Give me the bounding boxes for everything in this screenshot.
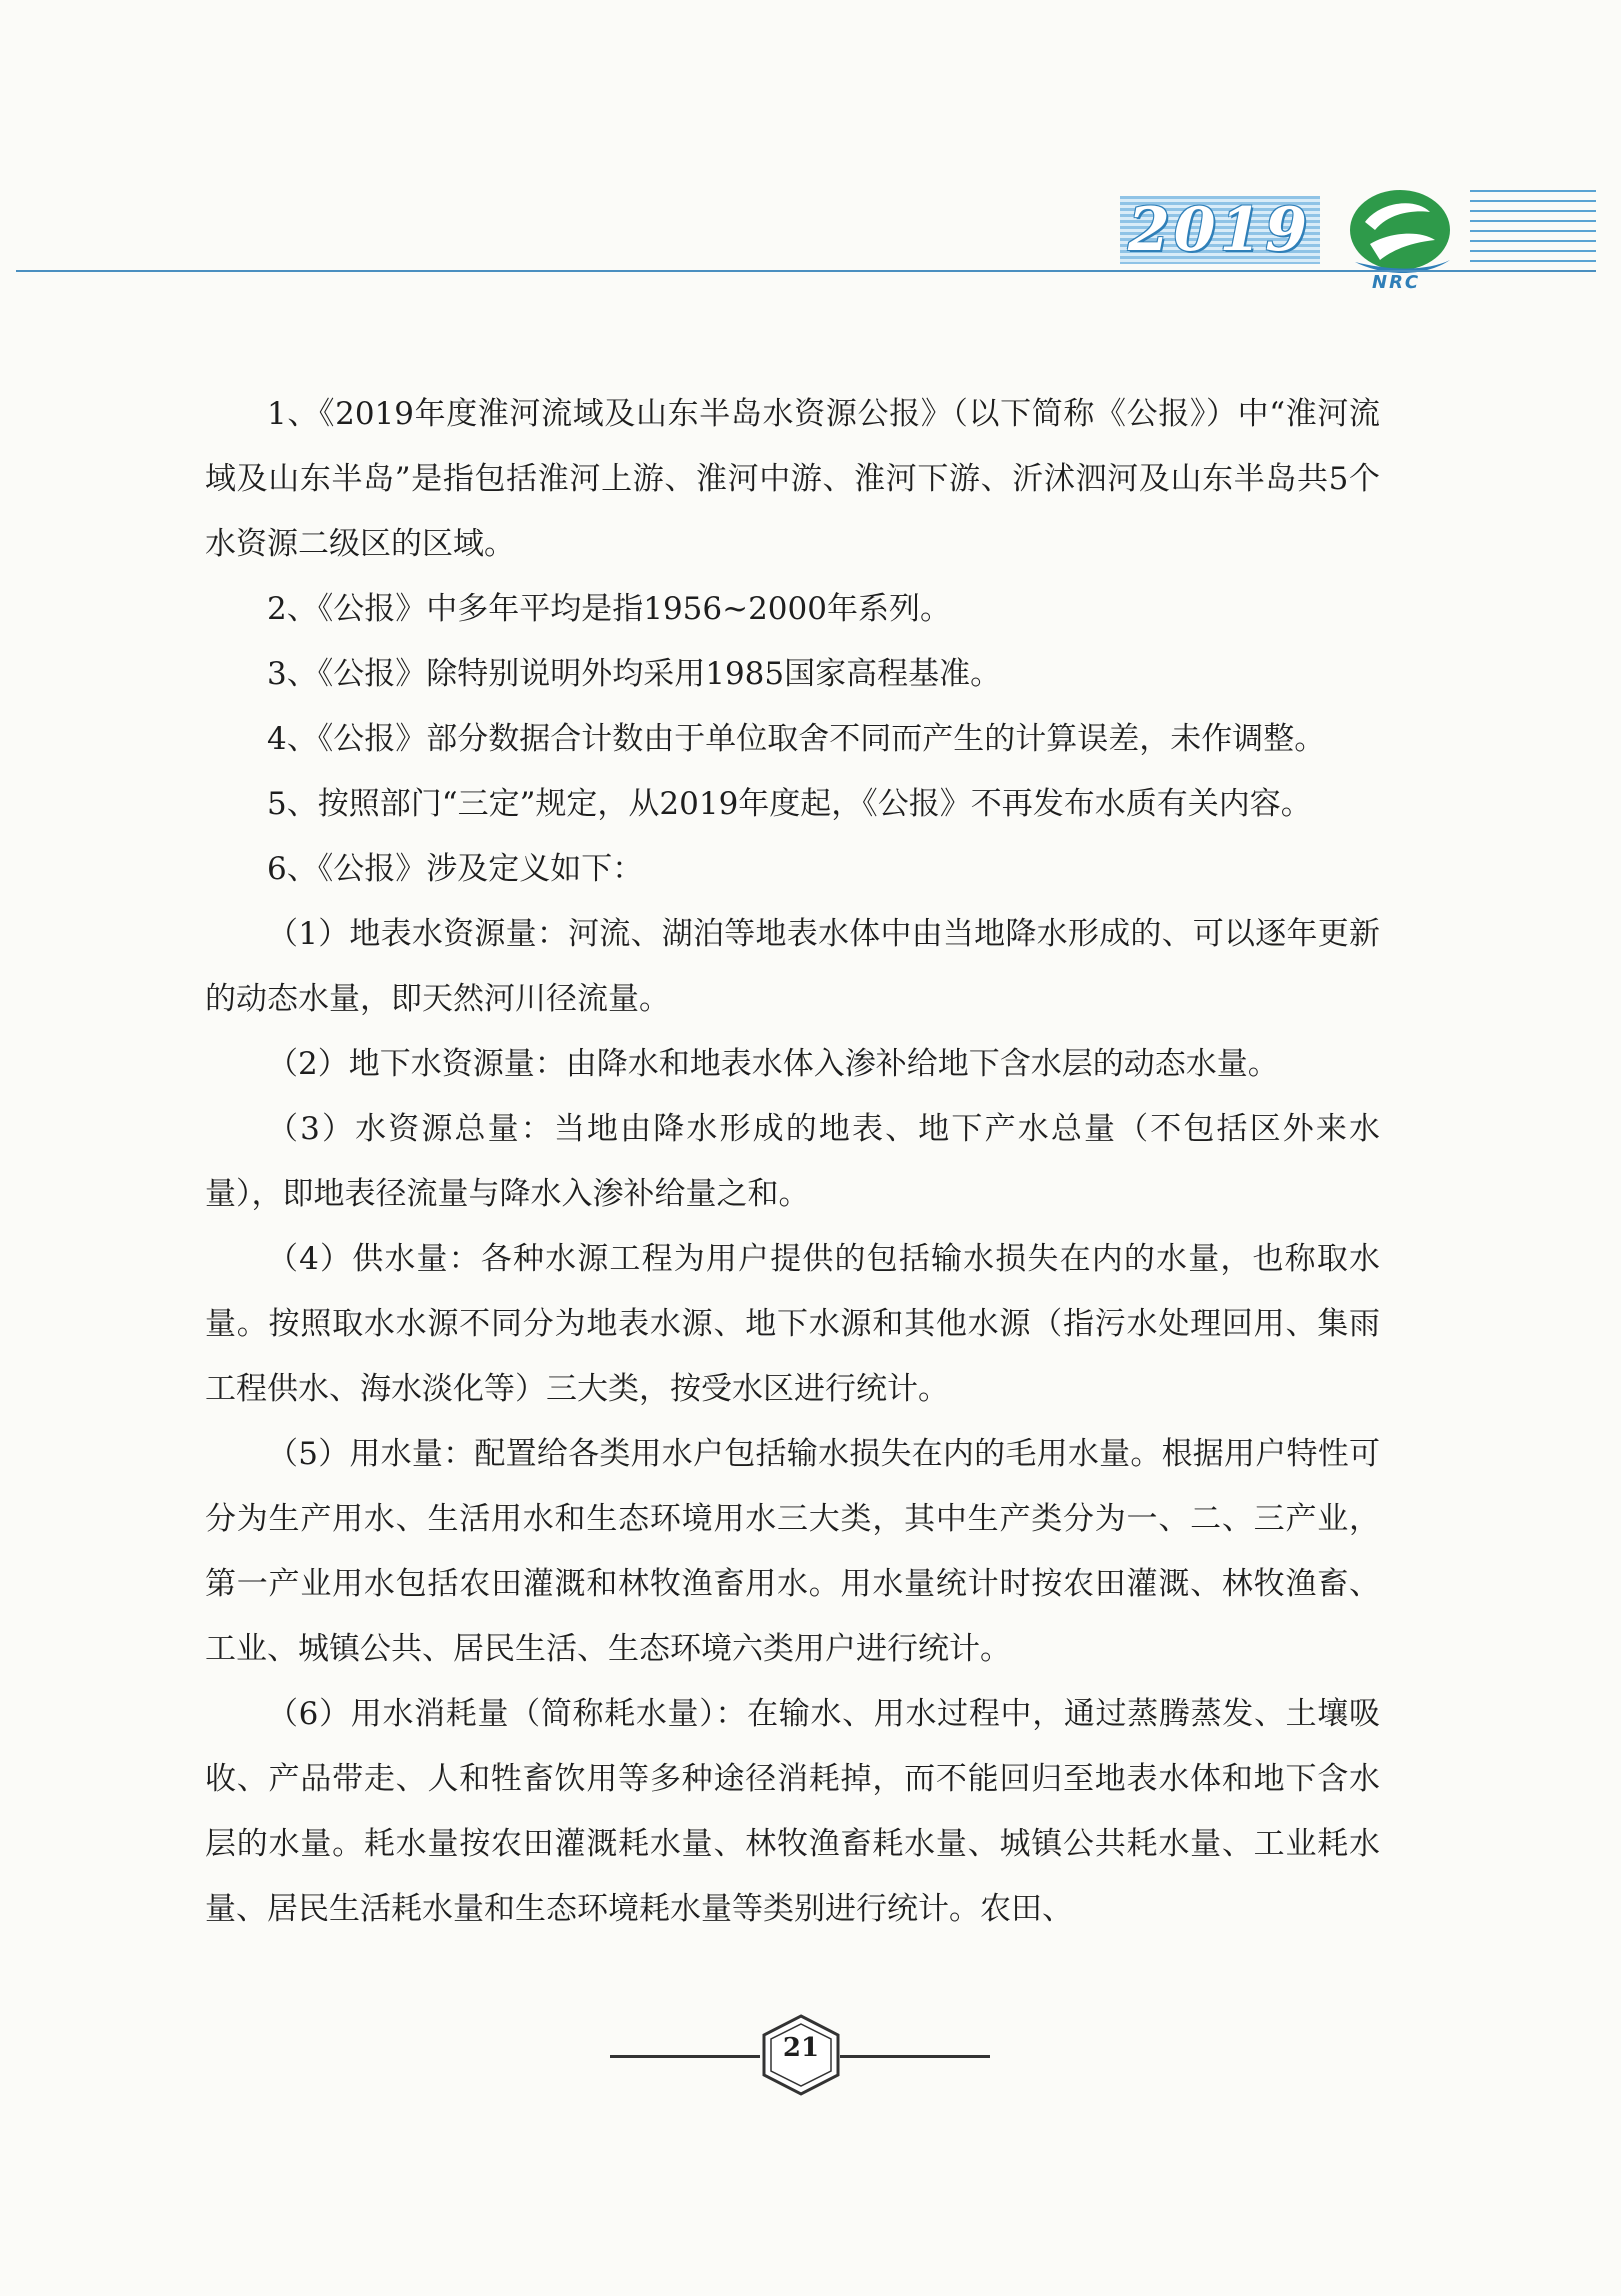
- paragraph-5: 5、按照部门“三定”规定，从2019年度起，《公报》不再发布水质有关内容。: [267, 786, 1312, 822]
- paragraph-2: 2、《公报》中多年平均是指1956~2000年系列。: [267, 591, 951, 627]
- page-footer: [610, 2000, 1010, 2110]
- paragraph-6: 6、《公报》涉及定义如下：: [267, 851, 644, 887]
- page-header: [0, 0, 1621, 300]
- paragraph-3: 3、《公报》除特别说明外均采用1985国家高程基准。: [267, 656, 1002, 692]
- definition-1: （1）地表水资源量：河流、湖泊等地表水体中由当地降水形成的、可以逐年更新的动态水量，即天然河川径流量。: [205, 916, 1380, 1017]
- document-body: [205, 382, 1380, 1942]
- paragraph-1: 1、《2019年度淮河流域及山东半岛水资源公报》（以下简称《公报》）中“淮河流域及山东半岛”是指包括淮河上游、淮河中游、淮河下游、沂沭泗河及山东半岛共5个水资源二级区的区域。: [205, 396, 1380, 562]
- definition-2: （2）地下水资源量：由降水和地表水体入渗补给地下含水层的动态水量。: [267, 1046, 1279, 1082]
- footer-rule-left: [610, 2055, 760, 2058]
- year-banner: [1120, 196, 1320, 264]
- definition-4: （4）供水量：各种水源工程为用户提供的包括输水损失在内的水量，也称取水量。按照取水水源不同分为地表水源、地下水源和其他水源（指污水处理回用、集雨工程供水、海水淡化等）三大类，按受水区进行统计。: [205, 1241, 1380, 1407]
- logo-caption: NRC: [1372, 272, 1421, 293]
- header-rule: [16, 270, 1596, 272]
- definition-3: （3）水资源总量：当地由降水形成的地表、地下产水总量（不包括区外来水量），即地表径流量与降水入渗补给量之和。: [205, 1111, 1380, 1212]
- year-label: 2019: [1128, 195, 1311, 265]
- page-number: 21: [782, 2033, 820, 2063]
- paragraph-4: 4、《公报》部分数据合计数由于单位取舍不同而产生的计算误差，未作调整。: [267, 721, 1326, 757]
- definition-5: （5）用水量：配置给各类用水户包括输水损失在内的毛用水量。根据用户特性可分为生产用水、生活用水和生态环境用水三大类，其中生产类分为一、二、三产业，第一产业用水包括农田灌溉和林牧渔畜用水。用水量统计时按农田灌溉、林牧渔畜、工业、城镇公共、居民生活、生态环境六类用户进行统计。: [205, 1436, 1380, 1667]
- header-decorative-stripes: [1470, 190, 1596, 270]
- definition-6: （6）用水消耗量（简称耗水量）：在输水、用水过程中，通过蒸腾蒸发、土壤吸收、产品带走、人和牲畜饮用等多种途径消耗掉，而不能回归至地表水体和地下含水层的水量。耗水量按农田灌溉耗水量、林牧渔畜耗水量、城镇公共耗水量、工业耗水量、居民生活耗水量和生态环境耗水量等类别进行统计。农田、: [205, 1696, 1380, 1927]
- footer-rule-right: [840, 2055, 990, 2058]
